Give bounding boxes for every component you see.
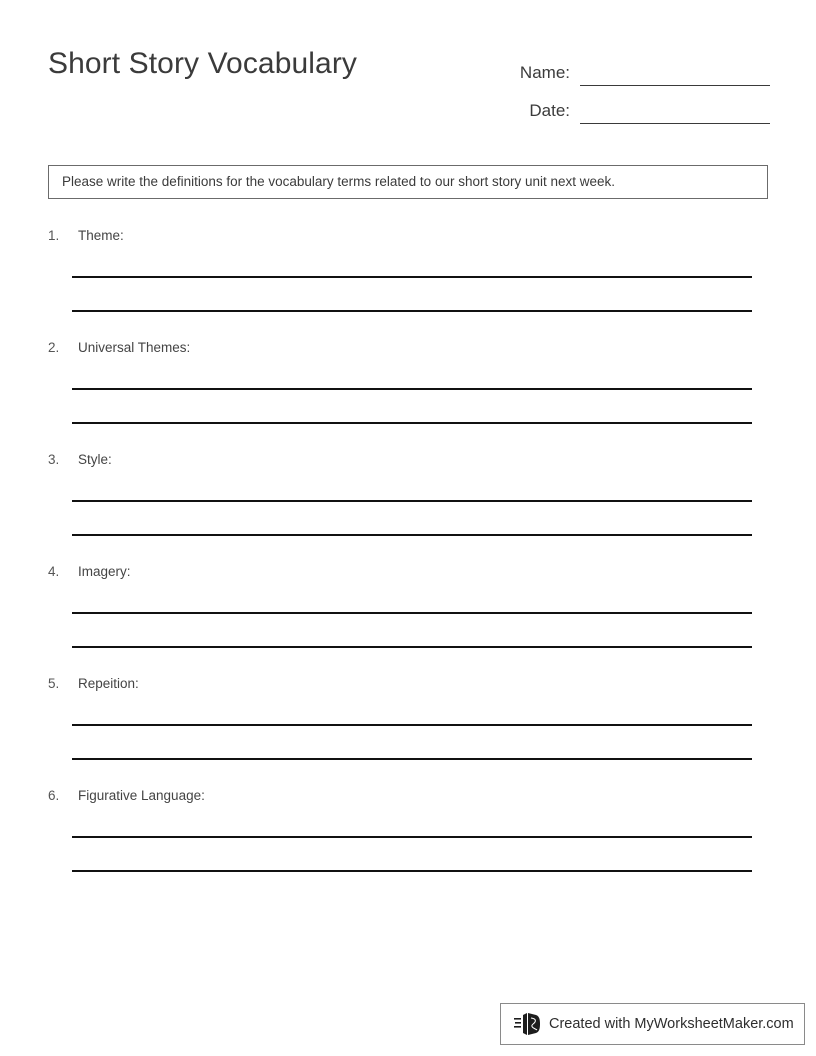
question-number: 2. — [48, 340, 60, 355]
question-item — [0, 564, 816, 676]
question-list — [0, 228, 816, 900]
question-term-label: Universal Themes: — [78, 340, 191, 355]
question-item — [0, 452, 816, 564]
answer-line[interactable] — [72, 310, 752, 312]
answer-line[interactable] — [72, 534, 752, 536]
footer-badge[interactable] — [500, 1003, 805, 1045]
question-term-label: Repeition: — [78, 676, 139, 691]
question-number: 5. — [48, 676, 60, 691]
answer-line[interactable] — [72, 276, 752, 278]
answer-line[interactable] — [72, 870, 752, 872]
name-row — [470, 48, 770, 86]
page-title: Short Story Vocabulary — [48, 47, 358, 80]
question-number: 1. — [48, 228, 60, 243]
question-head — [0, 452, 112, 472]
date-row — [470, 86, 770, 124]
answer-line[interactable] — [72, 500, 752, 502]
instructions-box — [48, 165, 768, 199]
question-term-label: Theme: — [78, 228, 124, 243]
answer-line[interactable] — [72, 646, 752, 648]
answer-line[interactable] — [72, 836, 752, 838]
name-label: Name: — [519, 63, 570, 82]
question-term-label: Figurative Language: — [78, 788, 205, 803]
question-item — [0, 788, 816, 900]
instructions-text: Please write the definitions for the vocabulary terms related to our short story unit next week. — [62, 173, 616, 189]
question-number: 4. — [48, 564, 60, 579]
question-head — [0, 228, 124, 248]
question-item — [0, 228, 816, 340]
worksheet-maker-logo-icon — [513, 1011, 543, 1037]
question-item — [0, 676, 816, 788]
footer-badge-text: Created with MyWorksheetMaker.com — [549, 1016, 794, 1032]
question-head — [0, 564, 131, 584]
answer-line[interactable] — [72, 422, 752, 424]
worksheet-header — [0, 0, 816, 140]
date-input[interactable] — [580, 103, 770, 124]
question-term-label: Imagery: — [78, 564, 131, 579]
question-head — [0, 340, 190, 360]
name-date-block — [470, 48, 770, 124]
question-head — [0, 788, 205, 808]
answer-line[interactable] — [72, 724, 752, 726]
date-label: Date: — [529, 101, 570, 120]
answer-line[interactable] — [72, 388, 752, 390]
answer-line[interactable] — [72, 612, 752, 614]
question-item — [0, 340, 816, 452]
question-term-label: Style: — [78, 452, 112, 467]
answer-line[interactable] — [72, 758, 752, 760]
question-head — [0, 676, 139, 696]
question-number: 3. — [48, 452, 60, 467]
name-input[interactable] — [580, 65, 770, 86]
question-number: 6. — [48, 788, 60, 803]
